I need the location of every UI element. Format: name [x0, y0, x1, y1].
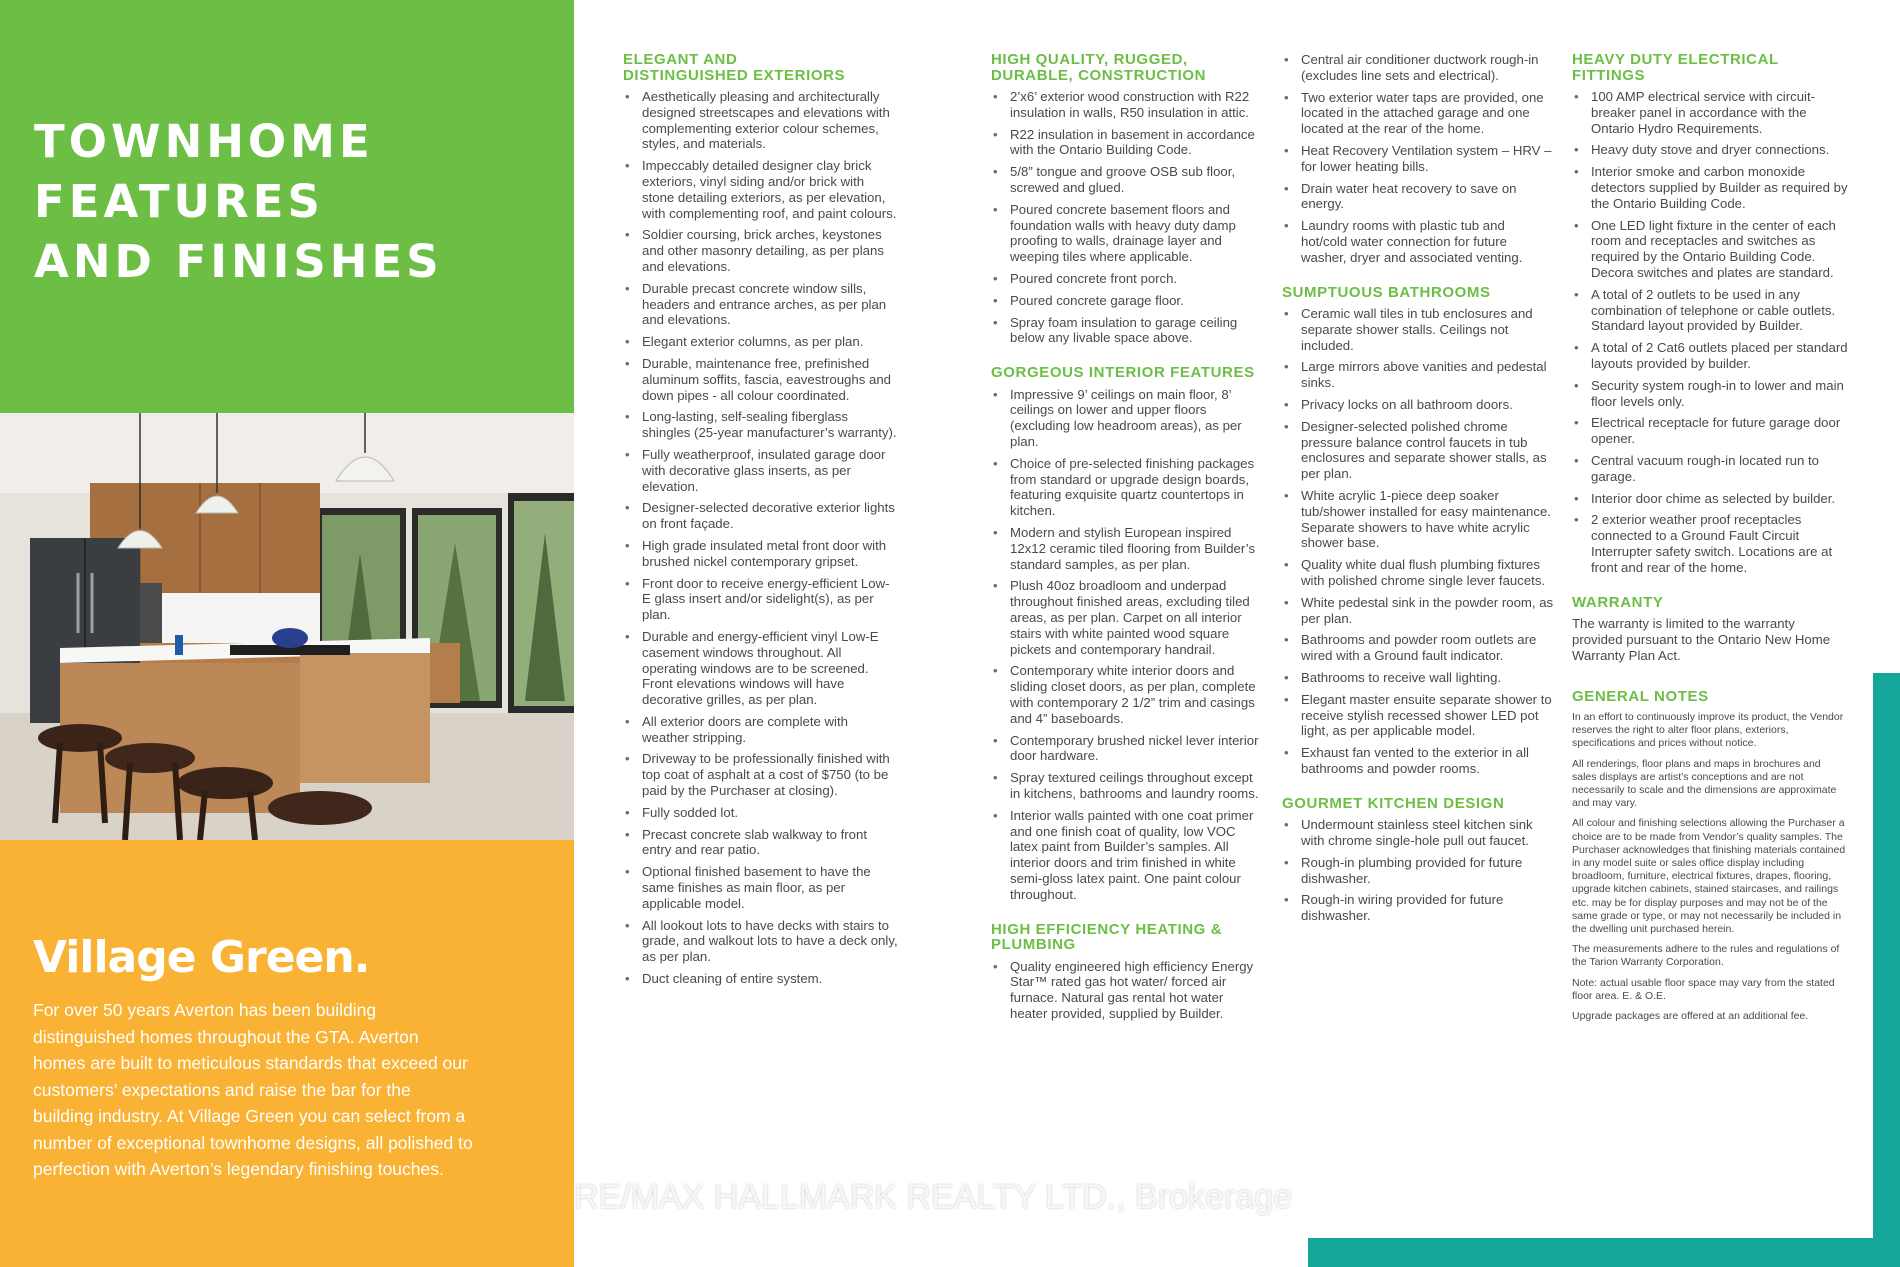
- list-item: • Undermount stainless steel kitchen sink with chrome single-hole pull out faucet.: [1282, 817, 1554, 849]
- list-item: • Poured concrete front porch.: [991, 271, 1261, 287]
- intro-text: For over 50 years Averton has been building distinguished homes throughout the GTA. Averton homes are built to meticulous standards that exceed our customers’ expectations and raise the bar for the building industry. At Village Green you can select from a number of exceptional townhome designs, all polished to perfection with Averton’s legendary finishing touches.: [33, 1000, 473, 1179]
- section-title-exteriors: ELEGANT AND DISTINGUISHED EXTERIORS: [623, 51, 846, 84]
- list-item: • Modern and stylish European inspired 12x12 ceramic tiled flooring from Builder’s standard samples, as per plan.: [991, 525, 1261, 572]
- electrical-list: [1572, 89, 1848, 576]
- list-item: • Poured concrete basement floors and foundation walls with heavy duty damp proofing to walls, drainage layer and weeping tiles where applicable.: [991, 202, 1261, 265]
- note-paragraph: Upgrade packages are offered at an additional fee.: [1572, 1009, 1809, 1022]
- title-line-3: AND FINISHES: [34, 235, 443, 288]
- list-item: • Durable precast concrete window sills, headers and entrance arches, as per plan and elevations.: [623, 281, 898, 328]
- list-item: • One LED light fixture in the center of each room and receptacles and switches as required by the Ontario Building Code. Decora switches and plates are standard.: [1572, 218, 1848, 281]
- list-item: • Two exterior water taps are provided, one located in the attached garage and one located at the rear of the home.: [1282, 90, 1554, 137]
- left-panel: [0, 0, 574, 1267]
- development-name: Village Green.: [33, 932, 370, 983]
- interior-list: [991, 387, 1261, 903]
- note-paragraph: Note: actual usable floor space may vary from the stated floor area. E. & O.E.: [1572, 976, 1835, 1002]
- list-item: • Plush 40oz broadloom and underpad throughout finished areas, excluding tiled areas, as per plan. Carpet on all interior stairs with white painted wood square pickets and contemporary handrail.: [991, 578, 1261, 657]
- title-line-2: FEATURES: [34, 175, 324, 228]
- list-item: • Privacy locks on all bathroom doors.: [1282, 397, 1554, 413]
- list-item: • Heat Recovery Ventilation system – HRV – for lower heating bills.: [1282, 143, 1554, 175]
- title-line-1: TOWNHOME: [34, 115, 374, 168]
- list-item: • Exhaust fan vented to the exterior in all bathrooms and powder rooms.: [1282, 745, 1554, 777]
- intro-panel: [0, 840, 574, 1267]
- teal-accent-right: [1873, 673, 1900, 1267]
- list-item: • Interior door chime as selected by builder.: [1572, 491, 1848, 507]
- list-item: • Impressive 9’ ceilings on main floor, 8’ ceilings on lower and upper floors (excluding low headroom areas), as per plan.: [991, 387, 1261, 450]
- list-item: • Interior smoke and carbon monoxide detectors supplied by Builder as required by the Ontario Building Code.: [1572, 164, 1848, 211]
- list-item: • Durable and energy-efficient vinyl Low-E casement windows throughout. All operating windows are to be screened. Front elevations windows will have decorative grilles, as per plan.: [623, 629, 898, 708]
- list-item: • Duct cleaning of entire system.: [623, 971, 898, 987]
- heating-list: [991, 959, 1261, 1022]
- section-title-interior: GORGEOUS INTERIOR FEATURES: [991, 364, 1255, 382]
- section-title-general-notes: GENERAL NOTES: [1572, 688, 1709, 706]
- teal-accent-bottom: [1308, 1238, 1900, 1267]
- list-item: • A total of 2 Cat6 outlets placed per standard layouts provided by builder.: [1572, 340, 1848, 372]
- list-item: • White pedestal sink in the powder room, as per plan.: [1282, 595, 1554, 627]
- list-item: • Interior walls painted with one coat primer and one finish coat of quality, low VOC latex paint from Builder’s samples. All interior doors and trim finished in white semi-gloss latex paint. One paint colour throughout.: [991, 808, 1261, 903]
- list-item: • Soldier coursing, brick arches, keystones and other masonry detailing, as per plans and elevations.: [623, 227, 898, 274]
- list-item: • 2 exterior weather proof receptacles connected to a Ground Fault Circuit Interrupter safety switch. Locations are at front and rear of the home.: [1572, 512, 1848, 575]
- list-item: • Fully sodded lot.: [623, 805, 898, 821]
- column-2: [991, 52, 1261, 1041]
- list-item: • A total of 2 outlets to be used in any combination of telephone or cable outlets. Standard layout provided by Builder.: [1572, 287, 1848, 334]
- list-item: • Elegant exterior columns, as per plan.: [623, 334, 898, 350]
- list-item: • Poured concrete garage floor.: [991, 293, 1261, 309]
- list-item: • 5/8” tongue and groove OSB sub floor, screwed and glued.: [991, 164, 1261, 196]
- list-item: • Front door to receive energy-efficient Low-E glass insert and/or sidelight(s), as per plan.: [623, 576, 898, 623]
- list-item: • 100 AMP electrical service with circuit-breaker panel in accordance with the Ontario Hydro Requirements.: [1572, 89, 1848, 136]
- section-title-construction: HIGH QUALITY, RUGGED, DURABLE, CONSTRUCTION: [991, 51, 1207, 84]
- list-item: • Bathrooms and powder room outlets are wired with a Ground fault indicator.: [1282, 632, 1554, 664]
- note-paragraph: The measurements adhere to the rules and regulations of the Tarion Warranty Corporation.: [1572, 943, 1840, 969]
- heating-list-continued: [1282, 52, 1554, 266]
- list-item: • Elegant master ensuite separate shower to receive stylish recessed shower LED pot light, as per applicable model.: [1282, 692, 1554, 739]
- section-title-heating: HIGH EFFICIENCY HEATING & PLUMBING: [991, 920, 1223, 954]
- list-item: • Durable, maintenance free, prefinished aluminum soffits, fascia, eavestroughs and down pipes - all colour coordinated.: [623, 356, 898, 403]
- list-item: • Designer-selected polished chrome pressure balance control faucets in tub enclosures and separate shower stalls, as per plan.: [1282, 419, 1554, 482]
- list-item: • White acrylic 1-piece deep soaker tub/shower installed for easy maintenance. Separate showers to have white acrylic shower base.: [1282, 488, 1554, 551]
- list-item: • Large mirrors above vanities and pedestal sinks.: [1282, 359, 1554, 391]
- list-item: • Contemporary brushed nickel lever interior door hardware.: [991, 733, 1261, 765]
- section-title-electrical: HEAVY DUTY ELECTRICAL FITTINGS: [1572, 51, 1779, 84]
- list-item: • Long-lasting, self-sealing fiberglass shingles (25-year manufacturer’s warranty).: [623, 409, 898, 441]
- list-item: • R22 insulation in basement in accordance with the Ontario Building Code.: [991, 127, 1261, 159]
- section-title-bathrooms: SUMPTUOUS BATHROOMS: [1282, 283, 1491, 301]
- list-item: • Rough-in plumbing provided for future dishwasher.: [1282, 855, 1554, 887]
- kitchen-list: [1282, 817, 1554, 924]
- list-item: • Quality engineered high efficiency Energy Star™ rated gas hot water/ forced air furnace. Natural gas rental hot water heater provided, supplied by Builder.: [991, 959, 1261, 1022]
- note-paragraph: All renderings, floor plans and maps in brochures and sales displays are artist’s conceptions and are not necessarily to scale and the dimensions are approximate and may vary.: [1572, 757, 1837, 810]
- list-item: • Quality white dual flush plumbing fixtures with polished chrome single lever faucets.: [1282, 557, 1554, 589]
- column-4: [1572, 52, 1848, 1030]
- kitchen-photo: [0, 413, 574, 840]
- list-item: • Contemporary white interior doors and sliding closet doors, as per plan, complete with contemporary 2 1/2” trim and casings and 4” baseboards.: [991, 663, 1261, 726]
- exteriors-list: [623, 89, 898, 987]
- list-item: • Impeccably detailed designer clay brick exteriors, vinyl siding and/or brick with stone detailing exteriors, as per elevation, with complementing roof, and paint colours.: [623, 158, 898, 221]
- section-title-warranty: WARRANTY: [1572, 593, 1664, 611]
- brokerage-watermark: RE/MAX HALLMARK REALTY LTD., Brokerage: [574, 1178, 1293, 1216]
- section-title-kitchen: GOURMET KITCHEN DESIGN: [1282, 794, 1505, 812]
- list-item: • Designer-selected decorative exterior lights on front façade.: [623, 500, 898, 532]
- hero-banner: [0, 0, 574, 413]
- list-item: • Laundry rooms with plastic tub and hot/cold water connection for future washer, dryer and associated venting.: [1282, 218, 1554, 265]
- column-3: [1282, 52, 1554, 943]
- list-item: • 2’x6’ exterior wood construction with R22 insulation in walls, R50 insulation in attic.: [991, 89, 1261, 121]
- list-item: • Central vacuum rough-in located run to garage.: [1572, 453, 1848, 485]
- list-item: • Security system rough-in to lower and main floor levels only.: [1572, 378, 1848, 410]
- list-item: • All lookout lots to have decks with stairs to grade, and walkout lots to have a deck only, as per plan.: [623, 918, 898, 965]
- list-item: • Rough-in wiring provided for future dishwasher.: [1282, 892, 1554, 924]
- list-item: • Spray textured ceilings throughout except in kitchens, bathrooms and laundry rooms.: [991, 770, 1261, 802]
- list-item: • Choice of pre-selected finishing packages from standard or upgrade design boards, featuring exquisite quartz countertops in kitchen.: [991, 456, 1261, 519]
- list-item: • Fully weatherproof, insulated garage door with decorative glass inserts, as per elevation.: [623, 447, 898, 494]
- list-item: • Spray foam insulation to garage ceiling below any livable space above.: [991, 315, 1261, 347]
- warranty-text: The warranty is limited to the warranty provided pursuant to the Ontario New Home Warranty Plan Act.: [1572, 616, 1831, 663]
- list-item: • Central air conditioner ductwork rough-in (excludes line sets and electrical).: [1282, 52, 1554, 84]
- list-item: • Driveway to be professionally finished with top coat of asphalt at a cost of $750 (to be paid by the Purchaser at closing).: [623, 751, 898, 798]
- list-item: • Optional finished basement to have the same finishes as main floor, as per applicable model.: [623, 864, 898, 911]
- list-item: • Electrical receptacle for future garage door opener.: [1572, 415, 1848, 447]
- bathrooms-list: [1282, 306, 1554, 777]
- list-item: • Ceramic wall tiles in tub enclosures and separate shower stalls. Ceilings not included.: [1282, 306, 1554, 353]
- list-item: • Bathrooms to receive wall lighting.: [1282, 670, 1554, 686]
- page-title: [34, 112, 443, 292]
- list-item: • Aesthetically pleasing and architecturally designed streetscapes and elevations with complementing exterior colour schemes, styles, and materials.: [623, 89, 898, 152]
- list-item: • Heavy duty stove and dryer connections.: [1572, 142, 1848, 158]
- column-1: [623, 52, 898, 1006]
- list-item: • Drain water heat recovery to save on energy.: [1282, 181, 1554, 213]
- list-item: • Precast concrete slab walkway to front entry and rear patio.: [623, 827, 898, 859]
- note-paragraph: In an effort to continuously improve its product, the Vendor reserves the right to alter floor plans, exteriors, specifications and prices without notice.: [1572, 710, 1844, 750]
- kitchen-illustration: [0, 413, 574, 840]
- construction-list: [991, 89, 1261, 346]
- list-item: • High grade insulated metal front door with brushed nickel contemporary gripset.: [623, 538, 898, 570]
- note-paragraph: All colour and finishing selections allowing the Purchaser a choice are to be made from Vendor’s quality samples. The Purchaser acknowledges that finishing materials contained in any model suite or sales office display including broadloom, furniture, electrical fixtures, drapes, flooring, upgrade kitchen cabinets, stained staircases, and railings etc. may be for display purposes and may not be of the same grade or type, or may not necessarily be included in the dwelling unit purchased herein.: [1572, 817, 1846, 935]
- list-item: • All exterior doors are complete with weather stripping.: [623, 714, 898, 746]
